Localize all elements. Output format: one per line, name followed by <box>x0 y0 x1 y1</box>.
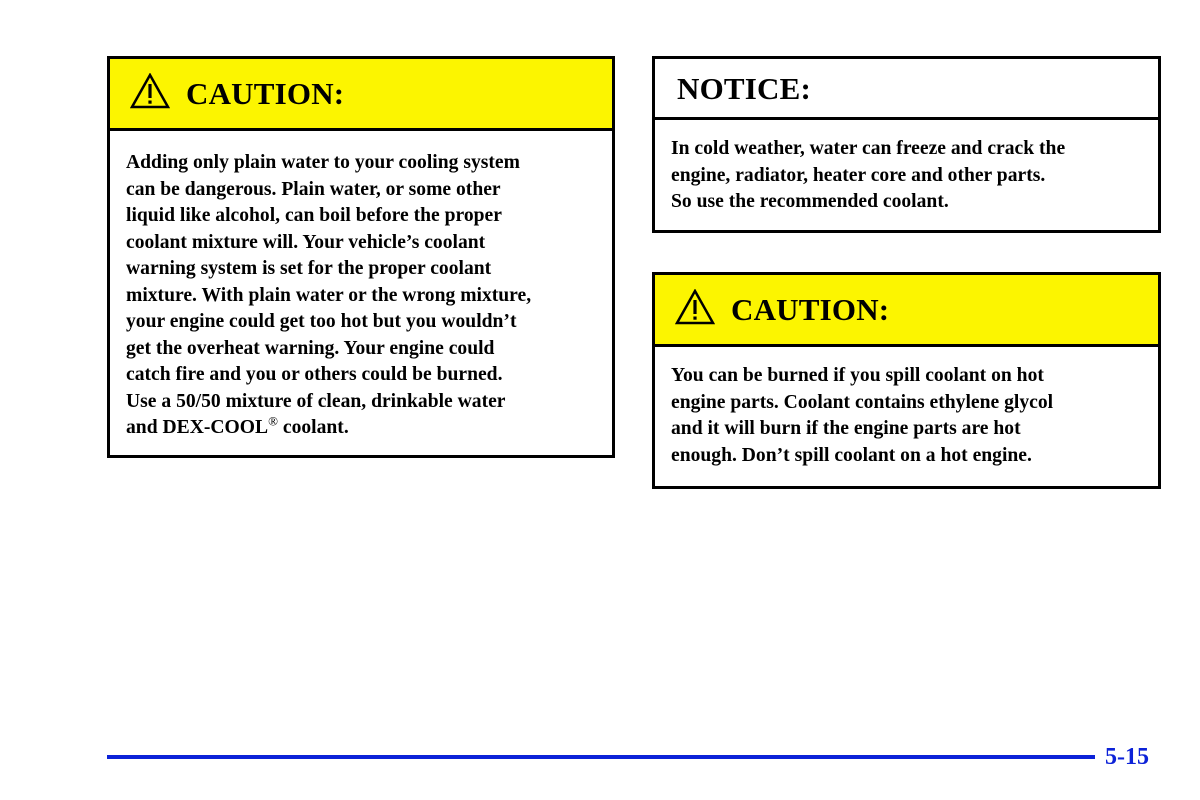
registered-mark: ® <box>268 413 278 429</box>
caution-box-cooling-water <box>107 56 615 458</box>
caution-label: CAUTION: <box>186 76 345 111</box>
body-line: So use the recommended coolant. <box>671 191 949 212</box>
warning-triangle-icon <box>130 73 170 109</box>
body-line: your engine could get too hot but you wouldn’t <box>126 311 517 332</box>
notice-header <box>655 59 1158 120</box>
body-line: mixture. With plain water or the wrong mixture, <box>126 284 532 306</box>
body-line: Adding only plain water to your cooling system <box>126 152 520 173</box>
caution-body-text <box>655 347 1158 469</box>
body-line: In cold weather, water can freeze and crack the <box>671 138 1066 159</box>
caution-header <box>655 275 1158 347</box>
page-number: 5-15 <box>1105 744 1149 770</box>
body-line: You can be burned if you spill coolant on hot <box>671 365 1044 386</box>
body-line: get the overheat warning. Your engine could <box>126 337 495 359</box>
caution-body-text <box>110 131 612 442</box>
body-line: enough. Don’t spill coolant on a hot engine. <box>671 444 1032 466</box>
warning-triangle-icon <box>675 289 715 325</box>
footer-rule <box>107 755 1095 759</box>
body-line: coolant mixture will. Your vehicle’s coolant <box>126 231 486 253</box>
body-line: Use a 50/50 mixture of clean, drinkable water <box>126 390 506 412</box>
notice-label: NOTICE: <box>677 70 812 106</box>
product-name: and DEX-COOL <box>126 417 269 438</box>
body-line: and it will burn if the engine parts are hot <box>671 418 1021 439</box>
body-line: engine parts. Coolant contains ethylene glycol <box>671 391 1054 413</box>
body-line-last <box>126 415 598 442</box>
body-line: engine, radiator, heater core and other parts. <box>671 164 1046 186</box>
notice-body-text <box>655 120 1158 216</box>
caution-label: CAUTION: <box>731 292 890 327</box>
notice-box-cold-weather <box>652 56 1161 233</box>
body-line: warning system is set for the proper coolant <box>126 258 492 279</box>
body-line: can be dangerous. Plain water, or some other <box>126 178 501 200</box>
body-line: catch fire and you or others could be burned. <box>126 364 503 385</box>
body-line-suffix: coolant. <box>277 417 349 438</box>
caution-header <box>110 59 612 131</box>
body-line: liquid like alcohol, can boil before the proper <box>126 205 502 226</box>
caution-box-hot-coolant <box>652 272 1161 489</box>
